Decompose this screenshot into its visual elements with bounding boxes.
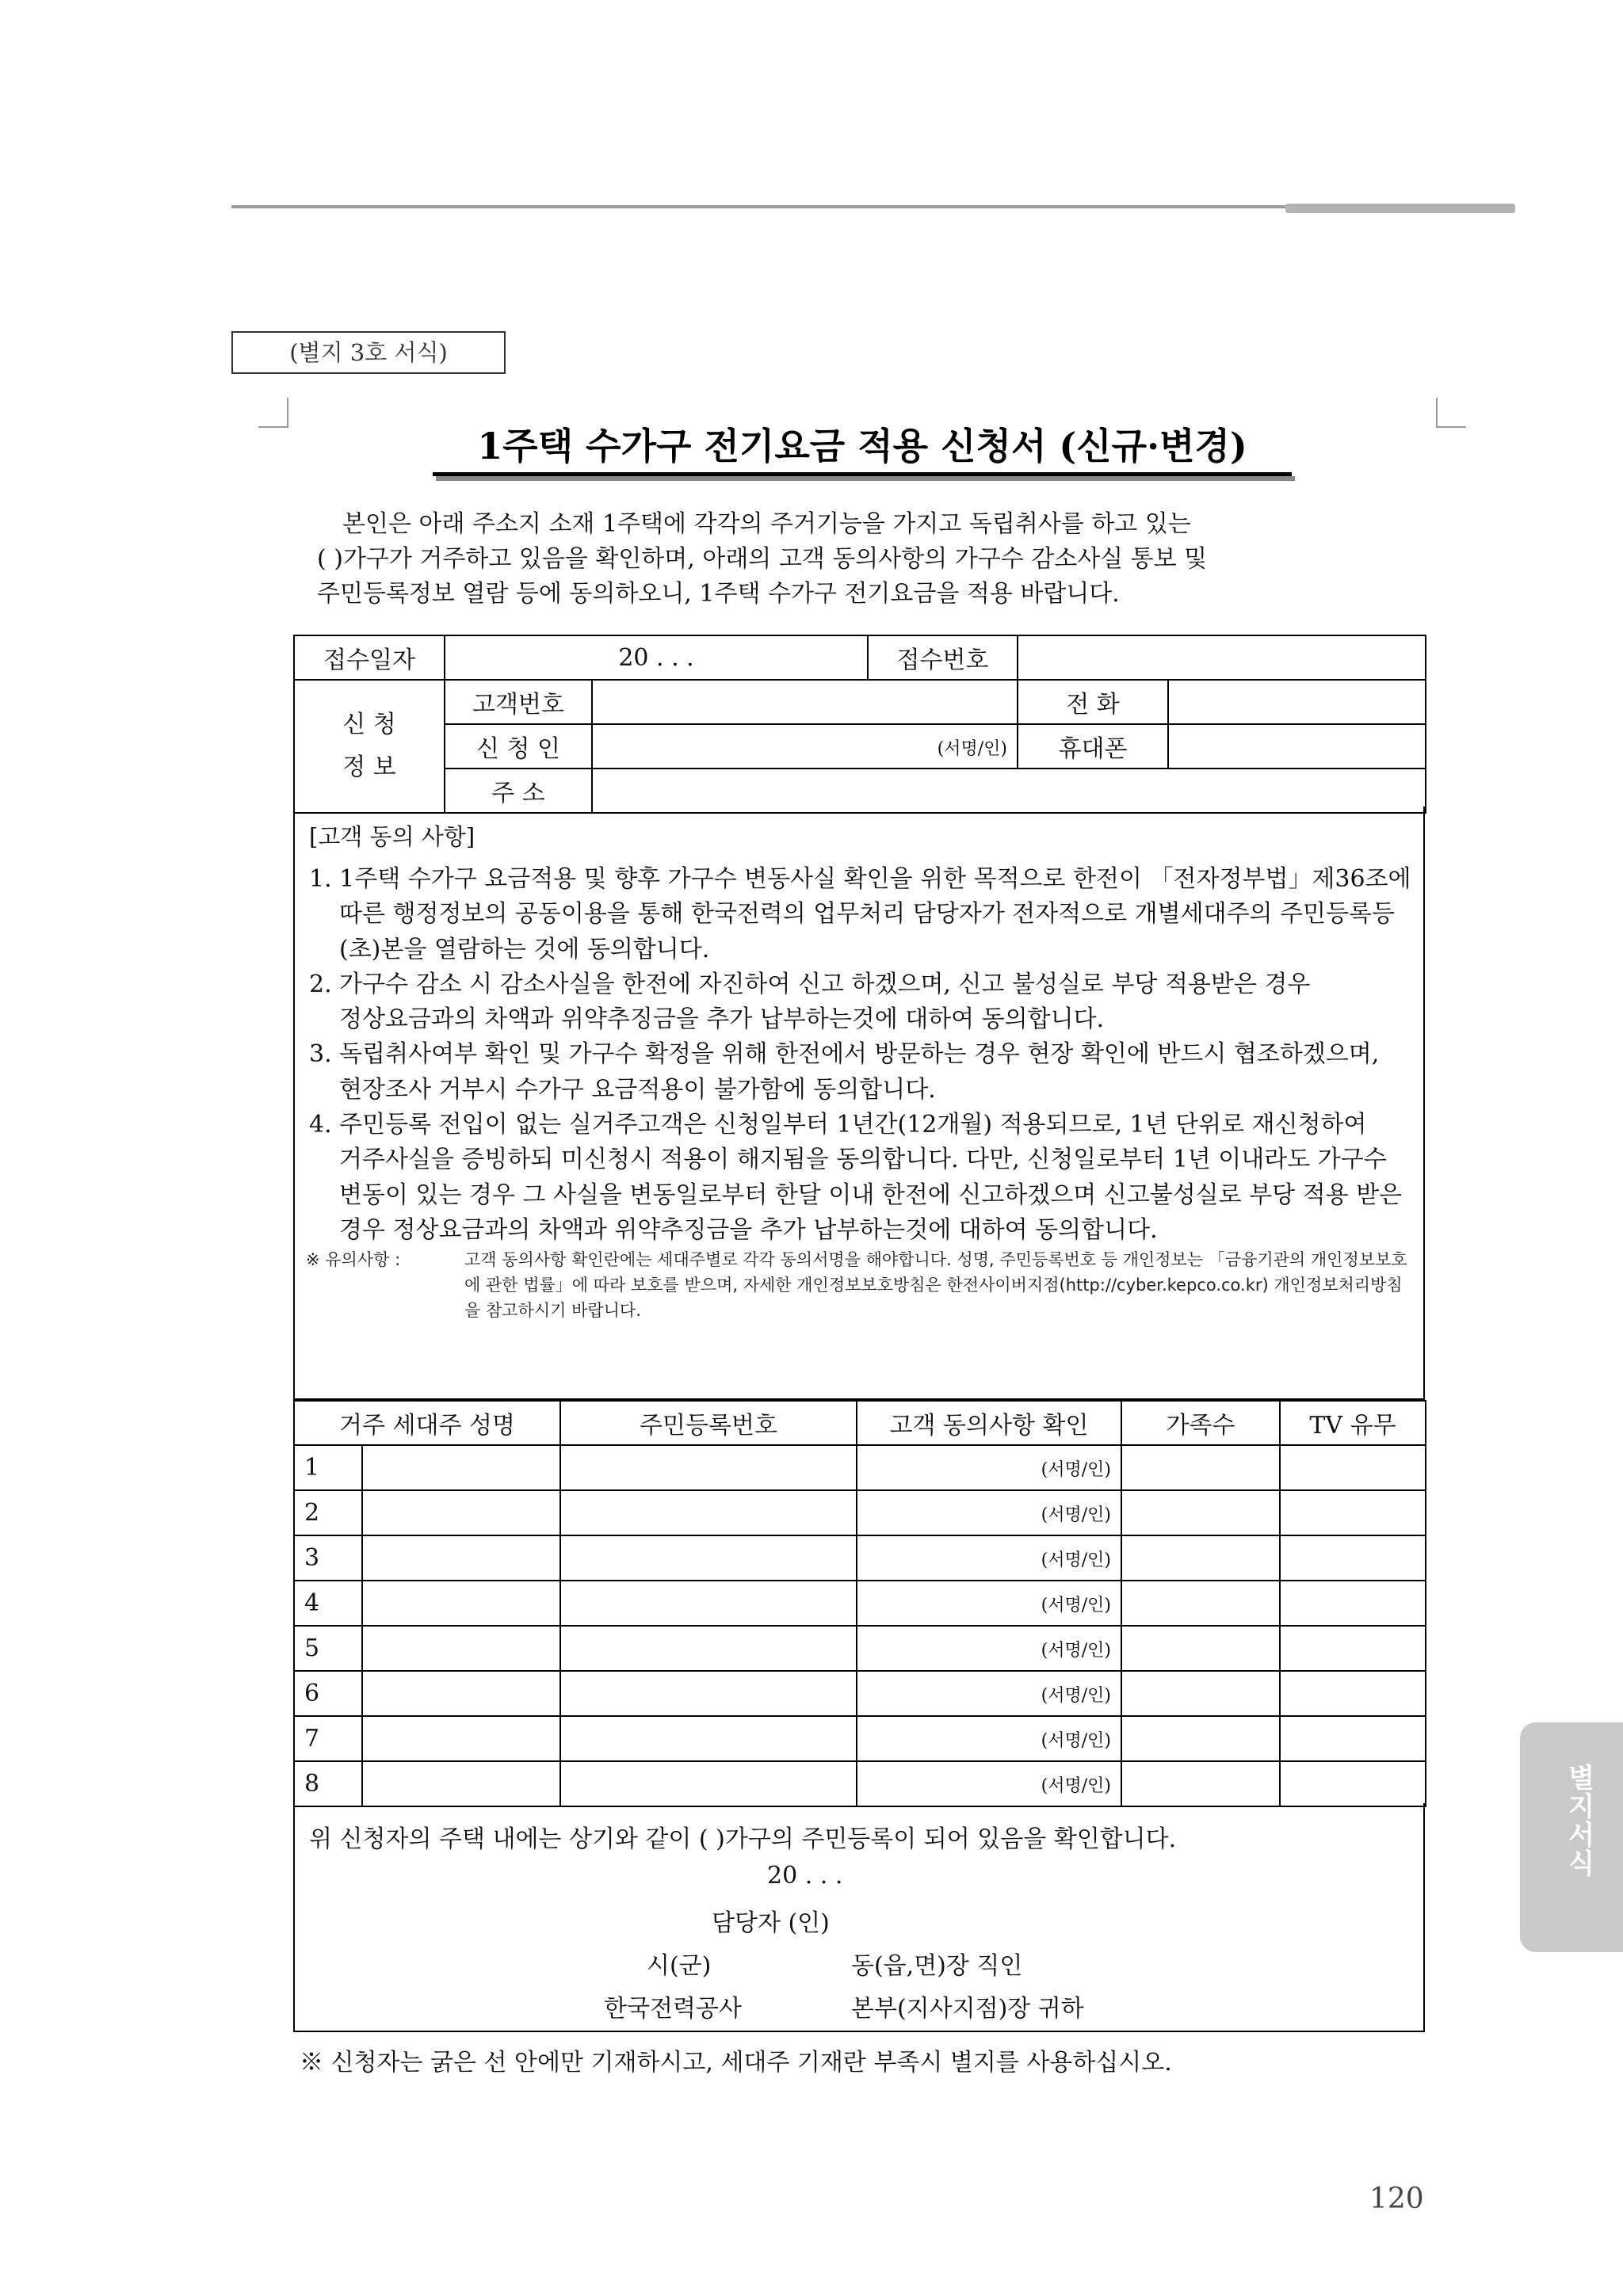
household-table bbox=[293, 1400, 1426, 1807]
notice-block bbox=[306, 1247, 1412, 1323]
received-no-label: 접수번호 bbox=[868, 635, 1018, 680]
table-row bbox=[294, 1445, 1426, 1490]
applicant-label: 신 청 인 bbox=[445, 724, 592, 769]
tv-cell[interactable] bbox=[1280, 1671, 1426, 1716]
family-count-cell[interactable] bbox=[1121, 1716, 1280, 1761]
table-row bbox=[294, 1535, 1426, 1581]
dong-head-label: 동(읍,면)장 직인 bbox=[851, 1952, 1023, 1980]
family-count-cell[interactable] bbox=[1121, 1671, 1280, 1716]
side-tab-label: 별지서식 bbox=[1563, 1764, 1594, 1878]
document-title: 1주택 수가구 전기요금 적용 신청서 (신규·변경) bbox=[477, 425, 1247, 467]
kepco-label: 한국전력공사 bbox=[604, 1995, 742, 2023]
family-count-cell[interactable] bbox=[1121, 1490, 1280, 1535]
corner-mark-left bbox=[258, 398, 288, 428]
consent-sign-cell[interactable] bbox=[857, 1626, 1121, 1671]
confirmation-section bbox=[293, 1803, 1425, 2032]
resident-no-cell[interactable] bbox=[560, 1626, 857, 1671]
consent-sign-cell[interactable] bbox=[857, 1445, 1121, 1490]
household-header: 거주 세대주 성명 bbox=[294, 1401, 560, 1445]
name-cell[interactable] bbox=[362, 1445, 560, 1490]
consent-section bbox=[293, 807, 1425, 1400]
branch-head-label: 본부(지사지점)장 귀하 bbox=[851, 1995, 1084, 2023]
household-header: TV 유무 bbox=[1280, 1401, 1426, 1445]
sign-text: (서명/인) bbox=[1041, 1641, 1111, 1661]
consent-item: 3. 독립취사여부 확인 및 가구수 확정을 위해 한전에서 방문하는 경우 현장 확인에 반드시 협조하겠으며, 현장조사 거부시 수가구 요금적용이 불가함에 동의합니다. bbox=[309, 1040, 1380, 1104]
consent-item: 2. 가구수 감소 시 감소사실을 한전에 자진하여 신고 하겠으며, 신고 불성실로 부당 적용받은 경우 정상요금과의 차액과 위약추징금을 추가 납부하는것에 대하여 동의합니다. bbox=[309, 970, 1311, 1034]
table-row bbox=[294, 1761, 1426, 1806]
application-info-table bbox=[293, 635, 1426, 814]
tv-cell[interactable] bbox=[1280, 1490, 1426, 1535]
page-number: 120 bbox=[1369, 2183, 1424, 2215]
confirmation-statement: 위 신청자의 주택 내에는 상기와 같이 ( )가구의 주민등록이 되어 있음을 확인합니다. bbox=[309, 1825, 1177, 1853]
header-rule-accent bbox=[1285, 204, 1515, 213]
name-cell[interactable] bbox=[362, 1535, 560, 1581]
table-row bbox=[294, 1581, 1426, 1626]
city-label: 시(군) bbox=[647, 1952, 712, 1980]
received-no-field[interactable] bbox=[1018, 635, 1426, 680]
sign-text: (서명/인) bbox=[1041, 1550, 1111, 1570]
address-label: 주 소 bbox=[445, 769, 592, 813]
tv-cell[interactable] bbox=[1280, 1581, 1426, 1626]
row-number: 3 bbox=[294, 1535, 362, 1581]
tv-cell[interactable] bbox=[1280, 1626, 1426, 1671]
officer-line[interactable]: 담당자 (인) bbox=[712, 1909, 830, 1937]
family-count-cell[interactable] bbox=[1121, 1626, 1280, 1671]
section-label-line: 정 보 bbox=[342, 753, 396, 781]
mobile-label: 휴대폰 bbox=[1018, 724, 1168, 769]
sign-text: (서명/인) bbox=[1041, 1731, 1111, 1751]
name-cell[interactable] bbox=[362, 1671, 560, 1716]
name-cell[interactable] bbox=[362, 1626, 560, 1671]
sign-text: (서명/인) bbox=[1041, 1460, 1111, 1480]
phone-field[interactable] bbox=[1168, 680, 1426, 724]
row-number: 1 bbox=[294, 1445, 362, 1490]
tv-cell[interactable] bbox=[1280, 1445, 1426, 1490]
resident-no-cell[interactable] bbox=[560, 1535, 857, 1581]
table-row bbox=[294, 1716, 1426, 1761]
received-date-label: 접수일자 bbox=[294, 635, 445, 680]
table-row bbox=[294, 1671, 1426, 1716]
household-header: 가족수 bbox=[1121, 1401, 1280, 1445]
consent-sign-cell[interactable] bbox=[857, 1490, 1121, 1535]
consent-heading: [고객 동의 사항] bbox=[309, 823, 475, 850]
received-date-field[interactable]: 20 . . . bbox=[445, 635, 868, 680]
name-cell[interactable] bbox=[362, 1761, 560, 1806]
customer-no-label: 고객번호 bbox=[445, 680, 592, 724]
consent-sign-cell[interactable] bbox=[857, 1535, 1121, 1581]
section-label-line: 신 청 bbox=[342, 711, 396, 738]
phone-label: 전 화 bbox=[1018, 680, 1168, 724]
notice-text: 고객 동의사항 확인란에는 세대주별로 각각 동의서명을 해야합니다. 성명, 주민등록번호 등 개인정보는 「금융기관의 개인정보보호에 관한 법률」에 따라 보호를 받으며, 자세한 개인정보보호방침은 한전사이버지점(http://cyber.kepco.co.kr) 개인정보처리방침을 참고하시기 바랍니다. bbox=[464, 1250, 1407, 1320]
row-number: 8 bbox=[294, 1761, 362, 1806]
table-row bbox=[294, 1490, 1426, 1535]
consent-item: 1. 1주택 수가구 요금적용 및 향후 가구수 변동사실 확인을 위한 목적으로 한전이 「전자정부법」제36조에 따른 행정정보의 공동이용을 통해 한국전력의 업무처리 담당자가 전자적으로 개별세대주의 주민등록등(초)본을 열람하는 것에 동의합니다. bbox=[309, 865, 1411, 963]
resident-no-cell[interactable] bbox=[560, 1671, 857, 1716]
consent-sign-cell[interactable] bbox=[857, 1581, 1121, 1626]
row-number: 2 bbox=[294, 1490, 362, 1535]
intro-line: ( )가구가 거주하고 있음을 확인하며, 아래의 고객 동의사항의 가구수 감소사실 통보 및 bbox=[317, 545, 1208, 573]
side-tab-appendix-forms[interactable] bbox=[1520, 1722, 1623, 1952]
footer-note: ※ 신청자는 굵은 선 안에만 기재하시고, 세대주 기재란 부족시 별지를 사용하십시오. bbox=[300, 2049, 1172, 2077]
tv-cell[interactable] bbox=[1280, 1716, 1426, 1761]
household-header: 고객 동의사항 확인 bbox=[857, 1401, 1121, 1445]
tv-cell[interactable] bbox=[1280, 1761, 1426, 1806]
applicant-section-label bbox=[294, 680, 445, 813]
family-count-cell[interactable] bbox=[1121, 1761, 1280, 1806]
corner-mark-right bbox=[1436, 398, 1466, 428]
sign-text: (서명/인) bbox=[1041, 1776, 1111, 1796]
title-underline-shadow bbox=[436, 476, 1295, 481]
sign-text: (서명/인) bbox=[1041, 1505, 1111, 1525]
family-count-cell[interactable] bbox=[1121, 1581, 1280, 1626]
applicant-field[interactable] bbox=[592, 724, 1018, 769]
row-number: 6 bbox=[294, 1671, 362, 1716]
header-rule bbox=[231, 205, 1285, 208]
intro-line: 주민등록정보 열람 등에 동의하오니, 1주택 수가구 전기요금을 적용 바랍니다. bbox=[317, 580, 1120, 608]
name-cell[interactable] bbox=[362, 1581, 560, 1626]
row-number: 7 bbox=[294, 1716, 362, 1761]
notice-label: ※ 유의사항 : bbox=[306, 1250, 401, 1269]
resident-no-cell[interactable] bbox=[560, 1445, 857, 1490]
tv-cell[interactable] bbox=[1280, 1535, 1426, 1581]
customer-no-field[interactable] bbox=[592, 680, 1018, 724]
resident-no-cell[interactable] bbox=[560, 1761, 857, 1806]
consent-sign-cell[interactable] bbox=[857, 1716, 1121, 1761]
sign-text: (서명/인) bbox=[1041, 1686, 1111, 1706]
sign-text: (서명/인) bbox=[1041, 1596, 1111, 1615]
household-header: 주민등록번호 bbox=[560, 1401, 857, 1445]
consent-items bbox=[309, 862, 1412, 1248]
consent-sign-cell[interactable] bbox=[857, 1761, 1121, 1806]
title-underline bbox=[433, 472, 1292, 476]
table-row bbox=[294, 1626, 1426, 1671]
family-count-cell[interactable] bbox=[1121, 1535, 1280, 1581]
confirmation-date[interactable]: 20 . . . bbox=[767, 1862, 843, 1890]
row-number: 5 bbox=[294, 1626, 362, 1671]
form-number-label: (별지 3호 서식) bbox=[231, 331, 506, 374]
row-number: 4 bbox=[294, 1581, 362, 1626]
intro-line: 본인은 아래 주소지 소재 1주택에 각각의 주거기능을 가지고 독립취사를 하고 있는 bbox=[342, 510, 1191, 538]
applicant-sign-text: (서명/인) bbox=[937, 738, 1008, 759]
family-count-cell[interactable] bbox=[1121, 1445, 1280, 1490]
consent-item: 4. 주민등록 전입이 없는 실거주고객은 신청일부터 1년간(12개월) 적용되므로, 1년 단위로 재신청하여 거주사실을 증빙하되 미신청시 적용이 해지됨을 동의합니다. 다만, 신청일로부터 1년 이내라도 가구수 변동이 있는 경우 그 사실을 변동일로부터 한달 이내 한전에 신고하겠으며 신고불성실로 부당 적용 받은 경우 정상요금과의 차액과 위약추징금을 추가 납부하는것에 대하여 동의합니다. bbox=[309, 1111, 1403, 1244]
mobile-field[interactable] bbox=[1168, 724, 1426, 769]
consent-sign-cell[interactable] bbox=[857, 1671, 1121, 1716]
intro-paragraph bbox=[317, 507, 1411, 612]
resident-no-cell[interactable] bbox=[560, 1716, 857, 1761]
resident-no-cell[interactable] bbox=[560, 1490, 857, 1535]
resident-no-cell[interactable] bbox=[560, 1581, 857, 1626]
name-cell[interactable] bbox=[362, 1490, 560, 1535]
name-cell[interactable] bbox=[362, 1716, 560, 1761]
